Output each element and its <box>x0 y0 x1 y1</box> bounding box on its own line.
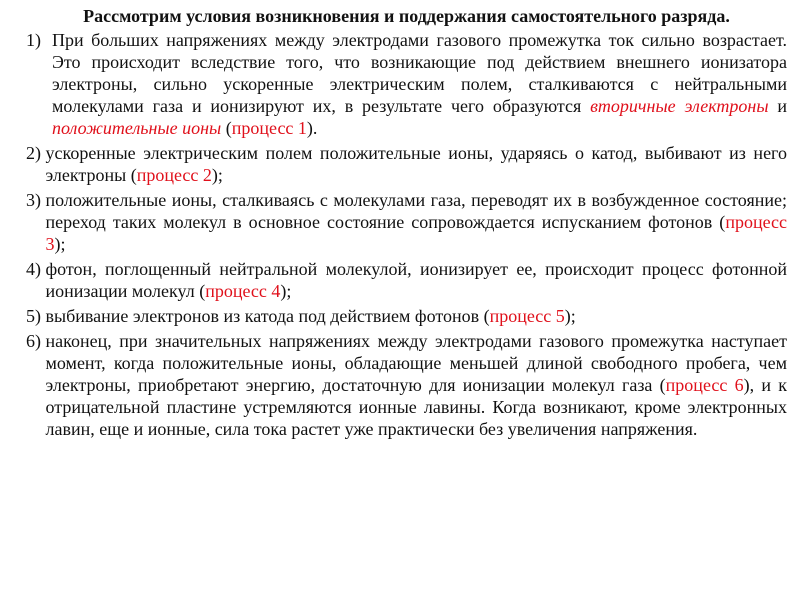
item-number: 5) <box>26 306 46 326</box>
highlight-secondary-electrons: вторичные электроны <box>590 96 769 116</box>
item-text: ускоренные электрическим полем положительные ионы, ударяясь о катод, выбивают из него электроны (процесс 2); <box>45 143 787 185</box>
process-ref: процесс 6 <box>665 375 744 395</box>
list-item-2 <box>26 142 787 186</box>
item-number: 1) <box>26 30 46 50</box>
item-text: фотон, поглощенный нейтральной молекулой, ионизирует ее, происходит процесс фотонной ионизации молекул (процесс 4); <box>45 259 787 301</box>
item-number: 4) <box>26 259 46 279</box>
list-item-4 <box>26 258 787 302</box>
process-ref: процесс 3 <box>45 212 787 254</box>
item-number: 2) <box>26 143 46 163</box>
slide-title: Рассмотрим условия возникновения и поддержания самостоятельного разряда. <box>83 6 730 26</box>
list-item-5 <box>26 305 787 327</box>
list-item-3 <box>26 189 787 255</box>
process-ref: процесс 5 <box>489 306 565 326</box>
item-text: положительные ионы, сталкиваясь с молекулами газа, переводят их в возбужденное состояние; переход таких молекул в основное состояние сопровождается испусканием фотонов (процесс 3); <box>45 190 787 254</box>
process-ref: процесс 2 <box>136 165 212 185</box>
item-number: 6) <box>26 331 46 351</box>
item-text: При больших напряжениях между электродами газового промежутка ток сильно возрастает. Это происходит вследствие того, что возникающие под действием внешнего ионизатора электроны, сильно ускоренные электрическим полем, сталкиваются с нейтральными молекулами газа и ионизируют их, в результате чего образуются вторичные электроны и положительные ионы (процесс 1). <box>52 30 787 138</box>
item-number: 3) <box>26 190 46 210</box>
list-item-1 <box>26 29 787 139</box>
process-ref: процесс 1 <box>231 118 307 138</box>
highlight-positive-ions: положительные ионы <box>52 118 222 138</box>
process-ref: процесс 4 <box>205 281 281 301</box>
list-item-6 <box>26 330 787 440</box>
item-text: выбивание электронов из катода под действием фотонов (процесс 5); <box>45 306 576 326</box>
item-text: наконец, при значительных напряжениях между электродами газового промежутка наступает момент, когда положительные ионы, обладающие меньшей длиной свободного пробега, чем электроны, приобретают энергию, достаточную для ионизации молекул газа (процесс 6), и к отрицательной пластине устремляются ионные лавины. Когда возникают, кроме электронных лавин, еще и ионные, сила тока растет уже практически без увеличения напряжения. <box>45 331 787 439</box>
